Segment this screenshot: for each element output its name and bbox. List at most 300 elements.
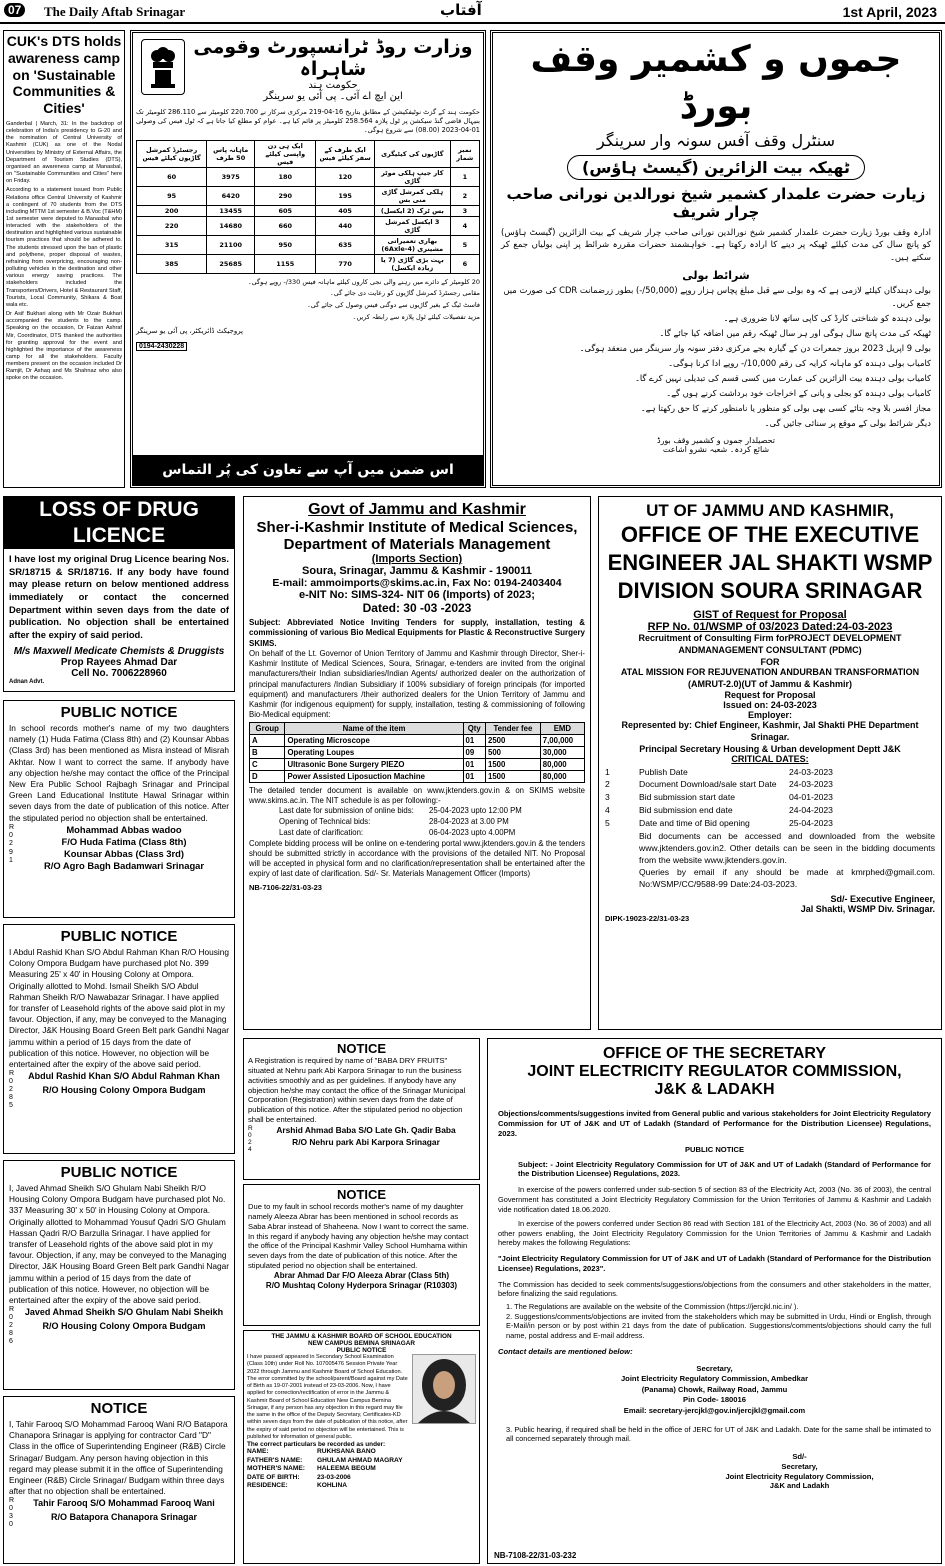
jal-req: Request for Proposal	[724, 690, 816, 701]
signatory-line: Javed Ahmad Sheikh S/O Ghulam Nabi Sheikh	[24, 1307, 224, 1318]
cuk-body	[6, 121, 122, 383]
drug-body: I have lost my original Drug Licence bearing Nos. SR/18715 & SR/18716. If any body have found may please return on below mentioned address immediately or contact the concerned Department within seven days from the date of publication. No objection shall be entertained after the expiry of said period.	[9, 553, 229, 641]
signatory-line: R/O Mushtaq Colony Hyderpora Srinagar (R10303)	[265, 1281, 458, 1291]
table-cell: 180	[255, 167, 316, 186]
signatory-line: Abdul Rashid Khan S/O Abdul Rahman Khan	[28, 1071, 220, 1082]
jerc-public-notice	[487, 1038, 942, 1564]
skims-dated: Dated: 30 -03 -2023	[362, 601, 472, 615]
morth-note: مقامی رجسٹرڈ کمرشل گاڑیوں کو رعایت دی جائے گی۔	[329, 289, 480, 298]
field-value: GHULAM AHMAD MAGRAY	[317, 1456, 403, 1464]
table-row	[137, 216, 480, 235]
jal-mission: ATAL MISSION FOR REJUVENATION ANDURBAN TRANSFORMATION (AMRUT-2.0)(UT of Jammu & Kashmir)	[620, 666, 920, 689]
table-cell: 2500	[485, 735, 540, 747]
jerc-ref: NB-7108-22/31-03-232	[494, 1551, 577, 1560]
table-header-row	[137, 140, 480, 167]
table-cell: 21100	[207, 235, 255, 254]
code-char: 2	[9, 840, 13, 848]
date-row	[605, 766, 935, 779]
notice5-sigs	[257, 1125, 475, 1154]
cuk-title: CUK's DTS holds awareness camp on 'Sustainable Communities & Cities'	[6, 33, 122, 117]
waqf-title: جموں و کشمیر وقف بورڈ	[530, 39, 902, 127]
field-value: HALEEMA BEGUM	[317, 1465, 376, 1473]
jal-sd: Sd/- Executive Engineer,	[830, 894, 935, 905]
table-cell: 01	[463, 759, 485, 771]
waqf-intro: ادارہ وقف بورڈ زیارت حضرت علمدار کشمیر شیخ نورالدین نورانی صاحب چرار شریف کے بیت الزائرین (گیسٹ ہاؤس) کو پانچ سال کی مدت کیلئے ٹھیکہ پر دینے کا ارادہ رکھتا ہے۔ خواہشمند حضرات مقررہ شرائط پر اپنی بولیاں جمع کر سکتے ہیں۔	[501, 227, 931, 264]
date-cell: 5	[605, 818, 610, 829]
skims-section: (Imports Section)	[371, 553, 463, 565]
table-cell: 6	[450, 254, 479, 273]
equipment-table	[249, 722, 585, 783]
field-value: KOHLINA	[317, 1482, 348, 1490]
table-header-row	[250, 723, 585, 735]
jerc-address	[498, 1364, 931, 1417]
date-cell: 04-01-2023	[789, 792, 833, 803]
waqf-term: کامیاب بولی دہندہ کو بجلی و پانی کے اخراجات خود برداشت کرنے ہوں گے۔	[666, 387, 931, 398]
table-row	[250, 747, 585, 759]
field-row	[247, 1474, 476, 1483]
col-header: نمبر شمار	[450, 140, 479, 167]
pn2-sigs	[19, 1070, 229, 1110]
table-cell: 3 ایکسل کمرشل گاڑی	[374, 216, 450, 235]
date-cell: Bid submission start date	[639, 792, 736, 803]
table-cell: 95	[137, 186, 207, 205]
table-cell: بھاری تعمیراتی مشینری (4-6Axle)	[374, 235, 450, 254]
code-char: R	[9, 1497, 15, 1505]
jal-shakti-rfp	[598, 496, 942, 1030]
table-cell: ہلکی کمرشل گاڑی منی بس	[374, 186, 450, 205]
applicant-photo	[412, 1354, 476, 1424]
jerc-t2: JOINT ELECTRICITY REGULATOR COMMISSION,	[527, 1063, 902, 1080]
field-label: FATHER'S NAME:	[247, 1456, 303, 1464]
jerc-p3: The Commission has decided to seek comments/suggestions/objections from the consumers and other stakeholders in the matter, before finalizing the said regulations.	[498, 1279, 931, 1299]
signature-line: Secretary,	[781, 1461, 818, 1471]
code-char: 0	[9, 1505, 13, 1513]
jal-rep: Represented by: Chief Engineer, Kashmir, Jal Shakti PHE Department Srinagar.	[621, 720, 919, 742]
waqf-term: مجاز افسر بلا وجہ بتائے کسی بھی بولی کو منظور یا نامنظور کرنے کا حق رکھتا ہے۔	[640, 402, 931, 413]
pn3-sig-block	[9, 1306, 229, 1346]
schedule-label: Last date for submission of online bids:	[279, 806, 414, 816]
jal-for: FOR	[760, 656, 780, 667]
morth-subtitle: حکومت ہند	[308, 80, 358, 91]
address-line: Pin Code- 180016	[683, 1395, 746, 1405]
code-char: R	[248, 1125, 253, 1133]
table-row	[250, 735, 585, 747]
pn3-body: I, Javed Ahmad Sheikh S/O Ghulam Nabi Sheikh R/O Housing Colony Ompora Budgam have purchased plot No. 337 Measuring 30' x 50' in Housing Colony at Ompora. Originally allotted to Mohammad Yousuf Qadri S/O Ghulam Hassan Qadri R/O Barzulla Srinagar. I have applied for transfer of Leasehold rights of the above said plot in my favour. Objection, if any, may be conveyed to the Managing Director, J&K Housing Board Green Belt park Gandhi Nagar jammu within a period of 15 days from the date of publication of this notice. However, no objection will be entertained after the expiry of the above said period.	[9, 1183, 229, 1305]
notice6-sigs	[248, 1271, 475, 1292]
pn3-code	[9, 1306, 19, 1346]
jal-line-2: ENGINEER JAL SHAKTI WSMP	[607, 550, 933, 576]
schedule-value: 28-04-2023 at 3.00 PM	[429, 817, 509, 827]
table-cell: 950	[255, 235, 316, 254]
jal-line-3: DIVISION SOURA SRINAGAR	[617, 578, 923, 604]
table-cell: Operating Microscope	[285, 735, 463, 747]
paper-name: The Daily Aftab Srinagar	[44, 4, 186, 19]
address-line: Email: secretary-jercjkl@gov.in/jercjkl@gmail.com	[623, 1406, 806, 1416]
code-char: 0	[9, 1521, 13, 1529]
bose-fields	[247, 1448, 476, 1491]
table-cell: 120	[316, 167, 375, 186]
col-header: Qty	[463, 723, 485, 735]
table-row	[250, 771, 585, 783]
morth-note: فاسٹ ٹیگ کے بغیر گاڑیوں سے دوگنی فیس وصول کی جائے گی۔	[306, 301, 480, 310]
table-cell: 1	[450, 167, 479, 186]
bose-h1: THE JAMMU & KASHMIR BOARD OF SCHOOL EDUCATION	[271, 1333, 452, 1340]
table-cell: بہت بڑی گاڑی (7 یا زیادہ ایکسل)	[374, 254, 450, 273]
jal-ut: UT OF JAMMU AND KASHMIR,	[646, 501, 894, 520]
table-cell: 13455	[207, 205, 255, 216]
field-row	[247, 1482, 476, 1491]
signatory-line: F/O Huda Fatima (Class 8th)	[61, 835, 187, 847]
pn1-code	[9, 824, 19, 872]
field-label: RESIDENCE:	[247, 1482, 288, 1490]
schedule-row	[279, 806, 585, 817]
signature-line: J&K and Ladakh	[769, 1481, 830, 1491]
jerc-intro: Objections/comments/suggestions invited from General public and various stakeholders for Joint Electricity Regulatory Commission for UT of J&K and UT of Ladakh (Standard of Performance for the Distribution Licensee) Regulations, 2023.	[498, 1109, 931, 1138]
notice5-body: A Registration is required by name of "BABA DRY FRUITS" situated at Nehru park Abi Karpora Srinagar to run the business activities smoothly and as per guidelines. If anybody have any objection he/she may contact the office of the Srinagar Municipal Corporation (Registration) within seven days from the date of publication of this notice. After the stipulated period no objection shall be entertained.	[248, 1056, 466, 1125]
jal-rfp: RFP No. 01/WSMP of 03/2023 Dated:24-03-2023	[647, 621, 893, 634]
col-header: گاڑیوں کی کیٹیگری	[374, 140, 450, 167]
drug-cell: Cell No. 7006228960	[71, 667, 167, 679]
date-cell: 1	[605, 766, 610, 777]
jerc-i1: 1. The Regulations are available on the website of the Commission (https://jercjkl.nic.in/ ).	[506, 1302, 799, 1312]
signatory-line: R/O Batapora Chanapora Srinagar	[50, 1511, 198, 1522]
skims-schedule	[249, 806, 585, 839]
date-cell: 3	[605, 792, 610, 803]
code-char: 0	[9, 832, 13, 840]
schedule-label: Opening of Technical bids:	[279, 817, 371, 827]
drug-advt: Adnan Advt.	[9, 678, 45, 685]
table-cell: Ultrasonic Bone Surgery PIEZO	[285, 759, 463, 771]
jerc-p1: In exercise of the powers conferred under sub-section 5 of section 83 of the Electricity Act, 2003 (No. 36 of 2003), the central Government has constituted a Joint Electricity Regulatory Commission for the Union Territories of Jammu & Kashmir and Ladakh vide notification dated 18.06.2020.	[498, 1185, 931, 1214]
col-header: Name of the item	[285, 723, 463, 735]
table-row	[137, 254, 480, 273]
signatory-line: Arshid Ahmad Baba S/O Late Gh. Qadir Baba	[276, 1125, 456, 1136]
jal-n7: Queries by email if any should be made at kmrphed@gmail.com. No:WSMP/CC/9588-99 Date:24-03-2023.	[639, 867, 935, 890]
col-header: Group	[250, 723, 285, 735]
table-cell: D	[250, 771, 285, 783]
col-header: ایک طرف کے سفر کیلئے فیس	[316, 140, 375, 167]
morth-advertisement	[130, 30, 486, 508]
code-char: 3	[9, 1513, 13, 1521]
field-label: DATE OF BIRTH:	[247, 1473, 300, 1481]
waqf-tender: ٹھیکہ بیت الزائرین (گیسٹ ہاؤس)	[567, 155, 865, 180]
table-cell: Power Assisted Liposuction Machine	[285, 771, 463, 783]
notice4-sig-block	[9, 1497, 229, 1529]
skims-nit: e-NIT No: SIMS-324- NIT 06 (Imports) of 2023;	[299, 589, 535, 601]
signatory-line: Mohammad Abbas wadoo	[66, 823, 182, 835]
table-cell: 01	[463, 771, 485, 783]
pn3-title: PUBLIC NOTICE	[60, 1164, 178, 1181]
table-cell: کار جیپ ہلکی موٹر گاڑی	[374, 167, 450, 186]
notice-registration	[243, 1038, 480, 1180]
jal-sec: Principal Secretary Housing & Urban development Deptt J&K	[639, 743, 901, 754]
morth-phone: 0194-2430228	[136, 342, 187, 351]
skims-email: E-mail: ammoimports@skims.ac.in, Fax No: 0194-2403404	[272, 577, 562, 589]
table-row	[137, 205, 480, 216]
jal-n6: Bid documents can be accessed and downloaded from the website www.jktenders.gov.in2. Other details can be seen in the bidding documents from the website www.jktenders.gov.in.	[639, 831, 935, 866]
pn1-sig-block	[9, 824, 229, 872]
waqf-issued: شائع کردہ۔ شعبہ نشرو اشاعت	[662, 445, 770, 454]
schedule-value: 06-04-2023 upto 4.00PM	[429, 828, 516, 838]
date-cell: 25-04-2023	[789, 818, 833, 829]
schedule-row	[279, 817, 585, 828]
page-number: 07	[4, 3, 25, 17]
table-cell: Operating Loupes	[285, 747, 463, 759]
col-header: EMD	[540, 723, 584, 735]
morth-subtitle-2: این ایچ اے آئی۔ پی آئی یو سرینگر	[263, 91, 403, 102]
field-value: RUKHSANA BANO	[317, 1448, 376, 1456]
code-char: R	[9, 823, 15, 831]
col-header: رجسٹرڈ کمرشل گاڑیوں کیلئے فیس	[137, 140, 207, 167]
signature-line: Sd/-	[792, 1451, 807, 1461]
table-cell: A	[250, 735, 285, 747]
jal-recruit: Recruitment of Consulting Firm forPROJECT DEVELOPMENT ANDMANAGEMENT CONSULTANT (PDMC)	[638, 633, 902, 656]
drug-licence-notice	[3, 496, 235, 692]
waqf-tender-wrap	[501, 158, 931, 177]
date-cell: 2	[605, 779, 610, 790]
waqf-advertisement	[490, 30, 942, 488]
notice4-code	[9, 1497, 19, 1529]
signatory-line: Tahir Farooq S/O Mohammad Farooq Wani	[33, 1498, 215, 1509]
toll-table	[136, 140, 480, 274]
waqf-term: کامیاب بولی دہندہ بیت الزائرین کی عمارت میں کسی قسم کی تبدیلی نہیں کرے گا۔	[634, 372, 931, 383]
table-cell: 4	[450, 216, 479, 235]
jerc-p2: In exercise of the powers conferred under Section 86 read with Section 181 of the Electricity Act, 2003 (No. 36 of 2003) and all other powers enabling, the Joint Electricity Regulatory Commission for the Union Territories of Jammu & Kashmir and Ladakh hereby makes the following Regulations:	[498, 1219, 931, 1248]
waqf-terms-title: شرائط بولی	[682, 268, 750, 282]
table-cell: 5	[450, 235, 479, 254]
code-char: 2	[9, 1086, 13, 1094]
code-char: 0	[9, 1078, 13, 1086]
signatory-line: R/O Housing Colony Ompora Budgam	[42, 1320, 206, 1331]
bose-content	[247, 1354, 476, 1441]
col-header: ایک ہی دن واپسی کیلئے فیس	[255, 140, 316, 167]
morth-note: 20 کلومیٹر کے دائرے میں رہنے والی نجی کاروں کیلئے ماہانہ فیس 330/- روپے ہوگی۔	[247, 277, 480, 286]
table-cell: 80,000	[540, 759, 584, 771]
paper-logo: آفتاب	[440, 1, 482, 19]
morth-note: مزید تفصیلات کیلئے ٹول پلازہ سے رابطہ کریں۔	[352, 312, 480, 321]
skims-closing: Complete bidding process will be online on e-tendering portal www.jktenders.gov.in & the tenders should be submitted strictly in accordance with the provisions of the detailed NIT. No Proposal will be accepted in physical form and no clarification/representation shall be entertained after the expiry of last date of clarification. Sd/- Sr. Materials Management Officer (Imports)	[249, 839, 585, 879]
date-row	[605, 817, 935, 830]
notice6-title: NOTICE	[336, 1187, 387, 1202]
public-notice-1	[3, 700, 235, 918]
table-cell: 09	[463, 747, 485, 759]
table-row	[250, 759, 585, 771]
code-char: 6	[9, 1338, 13, 1346]
waqf-sign: تحصیلدار جموں و کشمیر وقف بورڈ	[657, 436, 775, 445]
signatory-line: Kounsar Abbas (Class 3rd)	[64, 847, 184, 859]
table-cell: 14680	[207, 216, 255, 235]
pn1-title: PUBLIC NOTICE	[60, 704, 178, 721]
notice-contractor	[3, 1396, 235, 1564]
bose-public-notice	[243, 1330, 480, 1564]
schedule-label: Last date of clarification:	[279, 828, 364, 838]
table-row	[137, 186, 480, 205]
notice-school-record	[243, 1184, 480, 1326]
address-line: (Panama) Chowk, Railway Road, Jammu	[641, 1384, 788, 1394]
morth-title: وزارت روڈ ٹرانسپورٹ وقومی شاہراہ	[193, 36, 473, 80]
table-cell: 220	[137, 216, 207, 235]
waqf-term: دیگر شرائط بولی کے موقع پر سنائی جائیں گی۔	[764, 417, 931, 428]
date-cell: 24-04-2023	[789, 805, 833, 816]
code-char: 8	[9, 1094, 13, 1102]
table-cell: 6420	[207, 186, 255, 205]
notice5-code	[248, 1125, 257, 1154]
table-row	[137, 235, 480, 254]
cuk-para: Dr Asif Bukhari along with Mr Ozair Bukhari accompanied the students to the camp. Speaking on the occasion, Dr Faizan Ashraf Mir, Coordinator, DTS thanked the authorities for granting approval for the event and highlighted the importance of the awareness camp for all the stakeholders. Faculty members present on the occasion included Dr Ramjit, Dr Ashaq and Ms Shahnaz who also spoke on the occasion.	[6, 311, 122, 382]
skims-inst: Sher-i-Kashmir Institute of Medical Sciences,	[256, 519, 578, 536]
jal-issued: Issued on: 24-03-2023	[723, 700, 817, 711]
table-cell: 290	[255, 186, 316, 205]
skims-dept: Department of Materials Management	[283, 536, 551, 553]
table-cell: 195	[316, 186, 375, 205]
jal-employer: Employer:	[747, 710, 792, 721]
code-char: 1	[9, 857, 13, 865]
notice4-body: I, Tahir Farooq S/O Mohammad Farooq Wani R/O Batapora Chanapora Srinagar is applying for contractor Card "D" Class in the office of Superintending Engineer (R&B) Circle Srinagar/ Budgam. Any person having objection in this regard may please submit it in the office of Superintending Engineer (R&B) Circle Srinagar/ Budgam within three days after that no objection shall be entertained.	[9, 1419, 228, 1497]
table-cell: 1155	[255, 254, 316, 273]
table-cell: بس ٹرک (2 ایکسل)	[374, 205, 450, 216]
skims-govt: Govt of Jammu and Kashmir	[308, 501, 526, 518]
schedule-value: 25-04-2023 upto 12:00 PM	[429, 806, 522, 816]
schedule-row	[279, 828, 585, 839]
jal-sd2: Jal Shakti, WSMP Div. Srinagar.	[800, 904, 935, 915]
table-cell: 80,000	[540, 771, 584, 783]
jerc-i3: 3. Public hearing, if required shall be held in the office of JERC for UT of J&K and Ladakh. Date for the same shall be intimated to all concerned separately through mail.	[506, 1424, 931, 1444]
code-char: 0	[9, 1314, 13, 1322]
jal-dipk: DIPK-19023-22/31-03-23	[605, 914, 690, 924]
critical-dates	[605, 766, 935, 830]
waqf-terms	[501, 284, 931, 430]
date-cell: Date and time of Bid opening	[639, 818, 750, 829]
field-label: MOTHER'S NAME:	[247, 1465, 305, 1473]
table-cell: 500	[485, 747, 540, 759]
waqf-term: ٹھیکہ کی مدت پانچ سال ہوگی اور ہر سال ٹھیکہ رقم میں اضافہ کیا جائے گا۔	[659, 327, 931, 338]
table-row	[137, 167, 480, 186]
table-cell: 60	[137, 167, 207, 186]
code-char: 9	[9, 848, 13, 856]
drug-prop: Prop Rayees Ahmad Dar	[60, 656, 178, 668]
waqf-shrine: زیارت حضرت علمدار کشمیر شیخ نورالدین نورانی صاحب چرار شریف	[506, 184, 926, 221]
table-cell: 3	[450, 205, 479, 216]
waqf-term: بولی دہندہ کو شناختی کارڈ کی کاپی ساتھ لانا ضروری ہے۔	[723, 312, 931, 323]
pn1-body: In school records mother's name of my two daughters namely (1) Huda Fatima (Class 8th) and (2) Kounsar Abbas (Class 3rd) has been mentioned as Misra instead of Misrah Akhtar. Now I want to correct the same. If anybody have any objection he/she may contact the office of the Principal New Era Public School Rajbagh Srinagar and Principal Green Land Educational Institute Hawal Srinagar within seven days from the date of publication of this notice. After the stipulated period no objection shall be entertained.	[9, 723, 229, 823]
cuk-para: According to a statement issued from Public Relations office Central University of Kashmir a contingent of 70 students from the DTS including MTTM 1st semester & B.Voc (T&HM) 1st semester were deputed to Manasbal who interacted with the stakeholders of the destination and highlighted various sustainable tourism practices that should be adhered to. The students stressed upon the ban of plastic and polythene, proper disposal of wastes, refraining from overpricing, encouraging non-polluting vehicles in the destination and other various energy saving practices. The stakeholders included the Transporters/Drivers, Hotel & Restaurant Staff, Tourists, Local Community, Shikara & Boat wala etc.	[6, 187, 122, 308]
signatory-line: R/O Agro Bagh Badamwari Srinagar	[43, 859, 205, 871]
signatory-line: Abrar Ahmad Dar F/O Aleeza Abrar (Class 5th)	[273, 1271, 450, 1281]
jal-line-1: OFFICE OF THE EXECUTIVE	[620, 522, 920, 547]
code-char: 2	[248, 1139, 252, 1147]
drug-firm: M/s Maxwell Medicate Chemists & Druggists	[13, 645, 225, 657]
waqf-term: بولی 9 اپریل 2023 بروز جمعرات دن کے گیارہ بجے مرکزی دفتر سونہ وار سرینگر میں منعقد ہوگی۔	[579, 342, 931, 353]
skims-body: On behalf of the Lt. Governor of Union Territory of Jammu and Kashmir through Director, Sher-i-Kashmir Institute of Medical Sciences, Soura, Srinagar, e-tenders are invited from the original manufacturers/their Indian subsidiaries/Indian Agents/ authorized dealer on the authorization of principal manufacturers /Indian Subsidiary if 100% subsidiary of foreign principals (for imported equipment) and manufacturers /their authorized dealers for the Union Territory of Jammu and Kashmir (for indigenous equipment) for supply, installation, testing & commissioning of following Bio-Medical equipment:	[249, 649, 585, 719]
jal-crit: CRITICAL DATES:	[731, 753, 809, 764]
pn2-code	[9, 1070, 19, 1110]
jerc-contact: Contact details are mentioned below:	[498, 1346, 633, 1356]
table-cell: 200	[137, 205, 207, 216]
date-row	[605, 804, 935, 817]
morth-intro: حکومت ہند کے گزٹ نوٹیفکیشن کے مطابق بتاریخ 16-04-219 مرکزی سرکار نے 220.700 کلومیٹر سے 286.110 کلومیٹر تک بنیہال قاضی گنڈ سیکشن پر ٹول پلازہ 258.564 کلومیٹر پر قائم کیا ہے۔ عوام کو مطلع کیا جاتا ہے کہ ٹول فیس کی وصولی 01-04-2023 (08.00) سے شروع ہوگی۔	[136, 108, 481, 135]
bose-h2: NEW CAMPUS BEMINA SRINAGAR	[308, 1340, 415, 1347]
jerc-reg: "Joint Electricity Regulatory Commission for UT of J&K and UT of Ladakh (Standard of Performance for the Distribution Licensee) Regulations, 2023".	[498, 1254, 931, 1273]
skims-tender	[243, 496, 591, 1030]
signatory-line: R/O Nehru park Abi Karpora Srinagar	[292, 1136, 440, 1147]
cuk-article	[3, 30, 125, 488]
date-row	[605, 791, 935, 804]
jerc-subject: Subject: - Joint Electricity Regulatory Commission for UT of J&K and UT of Ladakh (Standard of Performance for the Distribution Licensee) Regulations, 2023.	[518, 1159, 931, 1179]
date-cell: 24-03-2023	[789, 779, 833, 790]
signature-line: Joint Electricity Regulatory Commission,	[725, 1471, 874, 1481]
code-char: R	[9, 1070, 15, 1078]
date-cell: Publish Date	[639, 766, 688, 777]
bose-fields-title: The correct particulars be recorded as under:	[247, 1441, 386, 1449]
skims-subject: Subject: Abbreviated Notice Inviting Tenders for supply, installation, testing & commissioning of various Bio Medical Equipments for Plastic & Reconstructive Surgery SKIMS.	[249, 618, 585, 648]
waqf-term: کامیاب بولی دہندہ کو ماہانہ کرایہ کی رقم 10,000/- روپے ادا کرنا ہوگی۔	[668, 357, 931, 368]
address-line: Joint Electricity Regulatory Commission, Ambedkar	[620, 1374, 809, 1384]
code-char: 8	[9, 1330, 13, 1338]
field-label: NAME:	[247, 1448, 269, 1456]
table-cell: 635	[316, 235, 375, 254]
table-cell: 660	[255, 216, 316, 235]
field-row	[247, 1448, 476, 1457]
notice5-sig-block	[248, 1125, 475, 1154]
drug-title: LOSS OF DRUG LICENCE	[4, 497, 234, 549]
jerc-i2: 2. Suggestions/comments/objections are invited from the stakeholders which may be submitted in Urdu, Hindi or English, through E-Mail/in person or by post within 21 days from the date of publication. Suggestions/comments/objections should carry the full name, postal address and E-mail address.	[506, 1311, 931, 1340]
code-char: 0	[248, 1132, 252, 1140]
table-cell: 405	[316, 205, 375, 216]
pn3-sigs	[19, 1306, 229, 1346]
notice4-title: NOTICE	[90, 1400, 148, 1417]
date-cell: 24-03-2023	[789, 766, 833, 777]
table-cell: 3975	[207, 167, 255, 186]
waqf-term: بولی دہندگان کیلئے لازمی ہے کہ وہ بولی سے قبل مبلغ پچاس ہزار روپے (50,000/-) بطور زرضمانت CDR کی صورت میں جمع کریں۔	[503, 284, 931, 308]
public-notice-2	[3, 924, 235, 1154]
pn1-sigs	[19, 824, 229, 872]
table-cell: 25685	[207, 254, 255, 273]
cuk-para: Ganderbal | March, 31: In the backdrop of celebration of India's presidency to G-20 and the nomination of Central University of Kashmir (CUK) as one of the Nodal Universities by Ministry of External Affairs, the Department of Tourism Studies (DTS), organised an awareness camp at Manasbal, on "Sustainable Communities and Cities" here on Friday.	[6, 120, 122, 185]
masthead	[0, 0, 945, 24]
date-cell: Bid submission end date	[639, 805, 733, 816]
table-cell: 2	[450, 186, 479, 205]
col-header: Tender fee	[485, 723, 540, 735]
col-header: ماہانہ پاس 50 طرف	[207, 140, 255, 167]
code-char: 5	[9, 1102, 13, 1110]
pn2-body: I Abdul Rashid Khan S/O Abdul Rahman Khan R/O Housing Colony Ompora Budgam have purchased plot No. 399 Measuring 25' x 40' in Housing Colony at Ompora. Originally allotted to Mohd. Ismail Sheikh S/O Abdul Rahman Sheikh R/O Nawabazar Srinagar. I have applied for transfer of Leasehold rights of the above said plot in my favour. Objection, if any, may be conveyed to the Managing Director, J&K Housing Board Green Belt park Gandhi Nagar jammu within a period of 15 days from the date of publication of this notice. However, no objection will be entertained after the expiry of the above said period.	[9, 947, 230, 1069]
issue-date: 1st April, 2023	[842, 4, 937, 20]
morth-notes	[136, 278, 480, 323]
table-cell: 385	[137, 254, 207, 273]
table-cell: 315	[137, 235, 207, 254]
date-cell: Document Download/sale start Date	[639, 779, 777, 790]
date-cell: 4	[605, 805, 610, 816]
table-cell: 01	[463, 735, 485, 747]
jerc-t3: J&K & LADAKH	[654, 1081, 775, 1098]
jal-gist: GIST of Request for Proposal	[693, 609, 847, 622]
table-cell: B	[250, 747, 285, 759]
address-line: Secretary,	[696, 1363, 733, 1373]
code-char: 4	[248, 1146, 252, 1154]
table-cell: 605	[255, 205, 316, 216]
field-row	[247, 1457, 476, 1466]
signatory-line: R/O Housing Colony Ompora Budgam	[42, 1084, 206, 1095]
skims-detail: The detailed tender document is available on www.jktenders.gov.in & on SKIMS website www.skims.ac.in. The NIT schedule is as per following:-	[249, 786, 585, 806]
table-cell: 1500	[485, 771, 540, 783]
morth-signatory: پروجیکٹ ڈائریکٹر، پی آئی یو سرینگر	[136, 326, 244, 335]
table-cell: 30,000	[540, 747, 584, 759]
skims-ref: NB-7106-22/31-03-23	[249, 882, 322, 892]
skims-address: Soura, Srinagar, Jammu & Kashmir - 190011	[302, 565, 532, 577]
bose-h3: PUBLIC NOTICE	[336, 1347, 387, 1354]
bose-body: I have passed/ appeared in Secondary School Examination (Class 10th) under Roll No. 107005476 Session Private Year 2022 through Jammu and Kashmir Board of School Education. The error committed by the school/parent/Board against my Date of Birth as 19-07-2001 instead of 23-03-2006. Now, I have applied for correction/rectification of error in the Jammu & Kashmir Board of School Education New Campus Bemina Srinagar, if any person has any objection in this regard may file the same in the office of the Deputy Secretary, Certificates-KD within seven days from the date of publication of this notice, after the expiry of said period no objection will be entertained. This is published for information of general public.	[247, 1354, 408, 1440]
pn2-title: PUBLIC NOTICE	[60, 928, 178, 945]
